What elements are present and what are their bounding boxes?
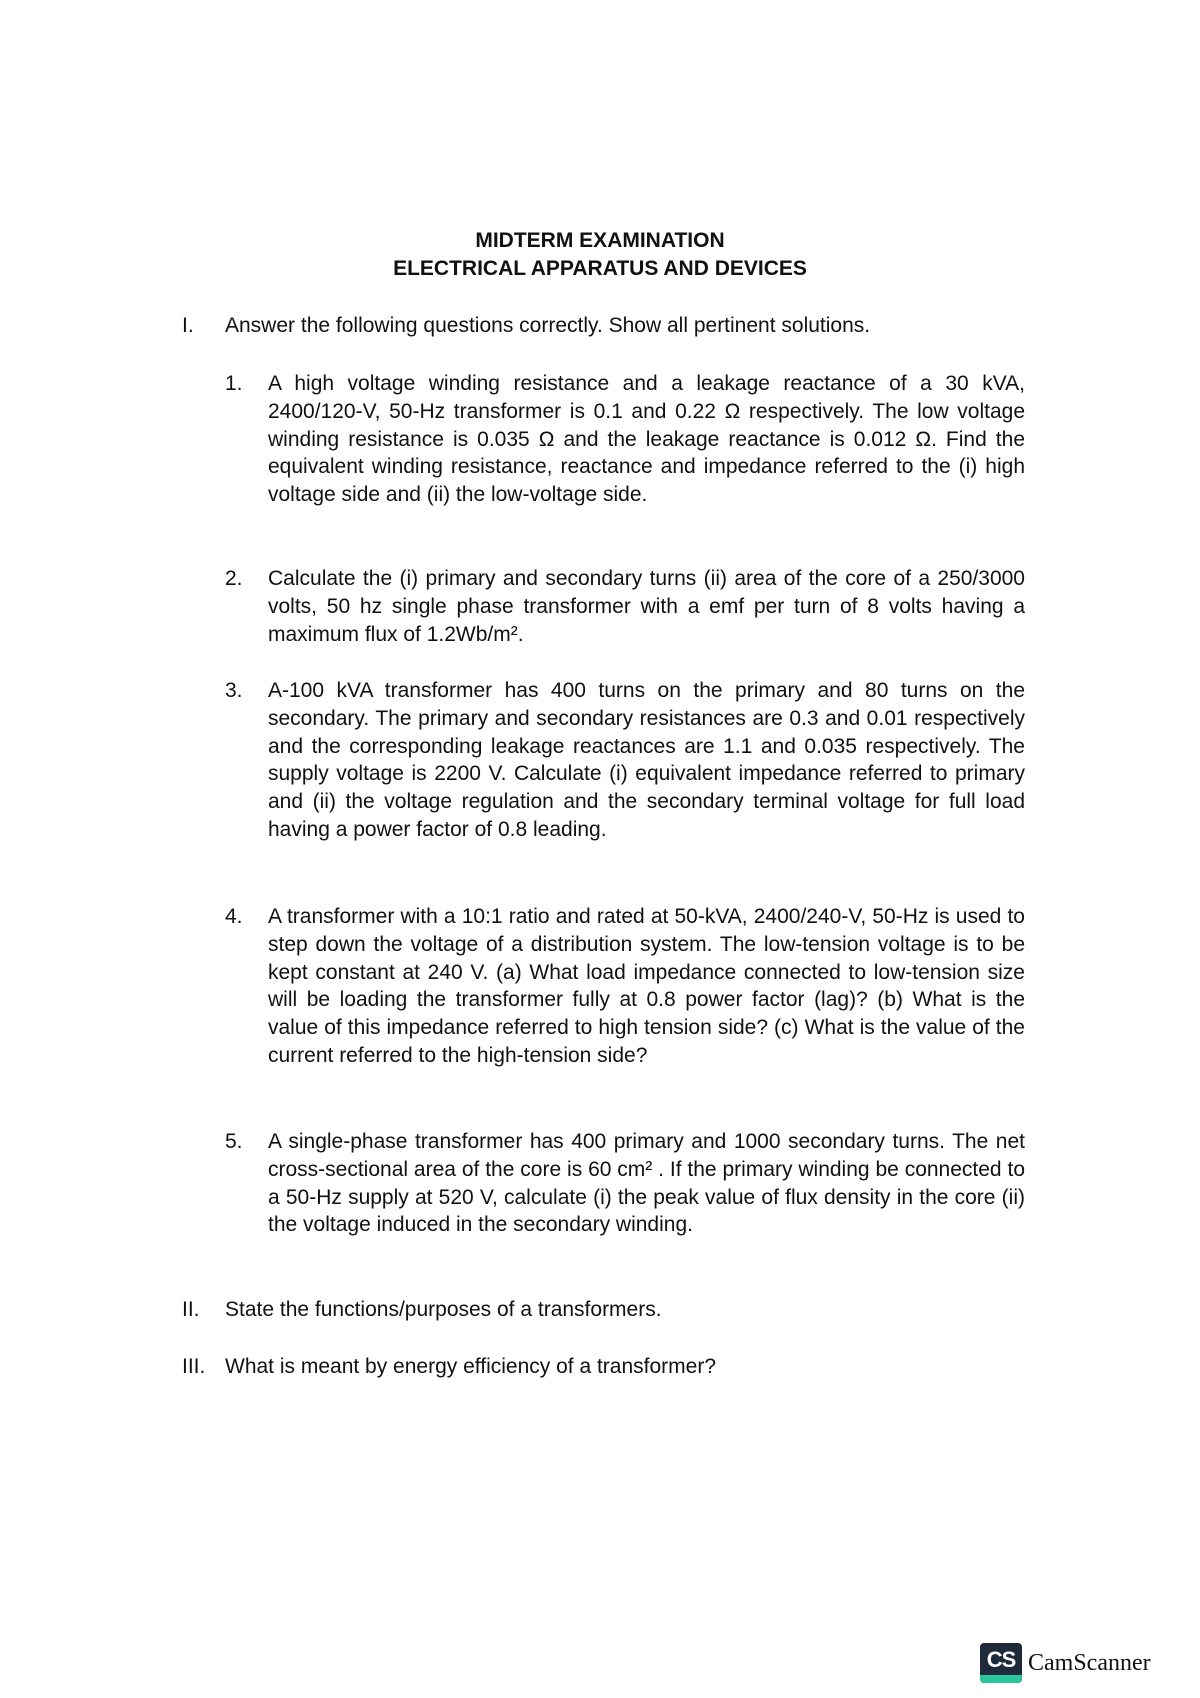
question-number: 3. xyxy=(225,679,243,702)
question-3 xyxy=(225,677,1025,844)
camscanner-name: CamScanner xyxy=(1028,1649,1151,1676)
section-numeral: III. xyxy=(182,1355,206,1378)
section-numeral: I. xyxy=(182,314,194,337)
section-question: State the functions/purposes of a transformers. xyxy=(225,1298,662,1321)
question-text: A transformer with a 10:1 ratio and rated at 50-kVA, 2400/240-V, 50-Hz is used to step down the voltage of a distribution system. The low-tension voltage is to be kept constant at 240 V. (a) What load impedance connected to low-tension size will be loading the transformer fully at 0.8 power factor (lag)? (b) What is the value of this impedance referred to high tension side? (c) What is the value of the current referred to the high-tension side? xyxy=(268,905,1025,1067)
question-number: 2. xyxy=(225,567,243,590)
question-text: A high voltage winding resistance and a leakage reactance of a 30 kVA, 2400/120-V, 50-Hz transformer is 0.1 and 0.22 Ω respectively. The low voltage winding resistance is 0.035 Ω and the leakage reactance is 0.012 Ω. Find the equivalent winding resistance, reactance and impedance referred to the (i) high voltage side and (ii) the low-voltage side. xyxy=(268,372,1025,507)
camscanner-watermark xyxy=(980,1643,1151,1683)
section-instruction: Answer the following questions correctly. Show all pertinent solutions. xyxy=(225,314,871,337)
section-question: What is meant by energy efficiency of a transformer? xyxy=(225,1355,716,1378)
question-text: A-100 kVA transformer has 400 turns on the primary and 80 turns on the secondary. The primary and secondary resistances are 0.3 and 0.01 respectively and the corresponding leakage reactances are 1.1 and 0.035 respectively. The supply voltage is 2200 V. Calculate (i) equivalent impedance referred to primary and (ii) the voltage regulation and the secondary terminal voltage for full load having a power factor of 0.8 leading. xyxy=(268,679,1025,841)
camscanner-logo-icon: CS xyxy=(980,1643,1022,1683)
question-number: 5. xyxy=(225,1130,243,1153)
course-title: ELECTRICAL APPARATUS AND DEVICES xyxy=(393,257,807,280)
question-2 xyxy=(225,565,1025,648)
exam-title: MIDTERM EXAMINATION xyxy=(475,229,725,252)
section-numeral: II. xyxy=(182,1298,200,1321)
question-number: 4. xyxy=(225,905,243,928)
question-text: Calculate the (i) primary and secondary turns (ii) area of the core of a 250/3000 volts, 50 hz single phase transformer with a emf per turn of 8 volts having a maximum flux of 1.2Wb/m². xyxy=(268,567,1025,646)
question-number: 1. xyxy=(225,372,243,395)
question-1 xyxy=(225,370,1025,509)
question-text: A single-phase transformer has 400 primary and 1000 secondary turns. The net cross-sectional area of the core is 60 cm² . If the primary winding be connected to a 50-Hz supply at 520 V, calculate (i) the peak value of flux density in the core (ii) the voltage induced in the secondary winding. xyxy=(268,1130,1025,1237)
question-4 xyxy=(225,903,1025,1070)
question-5 xyxy=(225,1128,1025,1239)
